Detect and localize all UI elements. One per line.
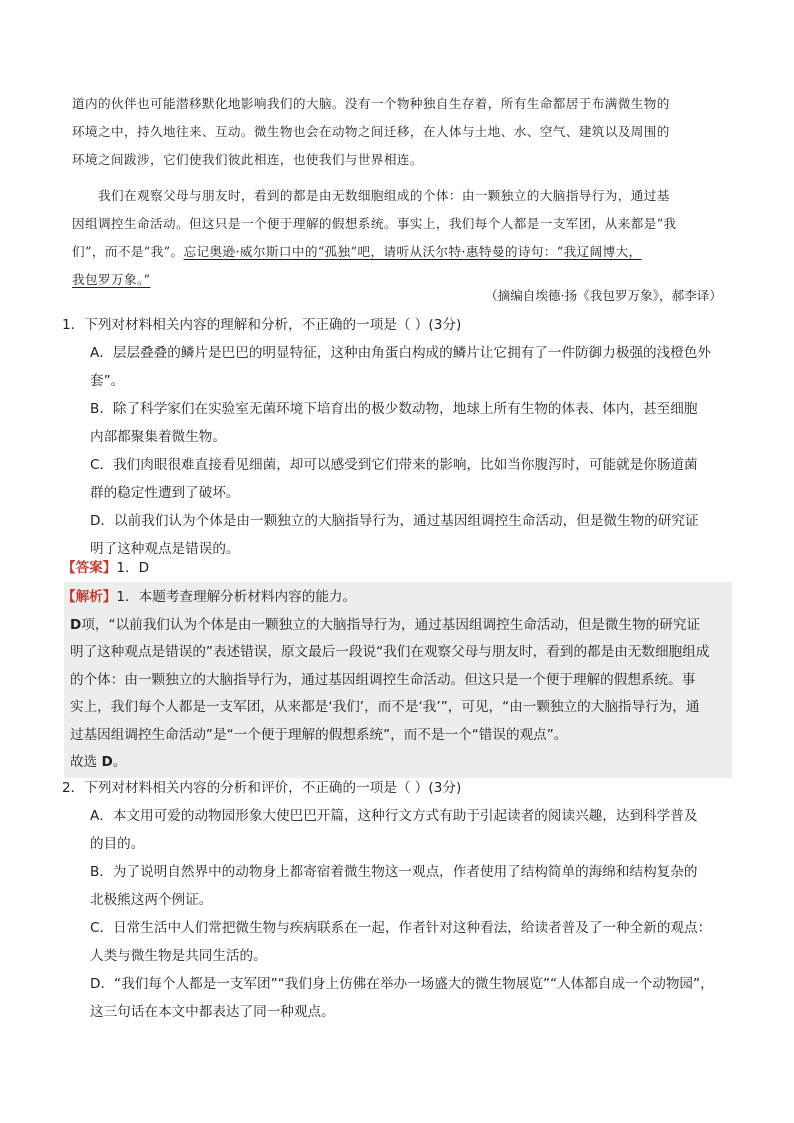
option-c	[62, 914, 732, 970]
option-b	[62, 858, 732, 914]
passage-line: 因组调控生命活动。但这只是一个便于理解的假想系统。事实上，我们每个人都是一支军团，从来都是“我	[72, 216, 677, 231]
option-line: 的目的。	[90, 836, 145, 852]
option-label-d: D	[70, 616, 82, 633]
option-line: 套”。	[90, 373, 125, 389]
conclusion-choice: D	[101, 754, 113, 770]
option-line: D．以前我们认为个体是由一颗独立的大脑指导行为，通过基因组调控生命活动，但是微生物的研究证	[90, 513, 699, 529]
option-a	[62, 802, 732, 858]
option-line: 北极熊这两个例证。	[90, 892, 213, 908]
option-line: 群的稳定性遭到了破坏。	[90, 485, 240, 501]
underlined-quote: 我包罗万象。”	[72, 272, 151, 287]
option-line: 明了这种观点是错误的。	[90, 541, 240, 557]
analysis-block	[62, 584, 730, 777]
option-d	[62, 970, 732, 1026]
analysis-intro: 1．本题考查理解分析材料内容的能力。	[116, 589, 357, 605]
answer-tag: 【答案】	[62, 560, 117, 576]
option-line: 内部都聚集着微生物。	[90, 429, 226, 445]
passage-line	[72, 238, 722, 266]
option-line: C．我们肉眼很难直接看见细菌，却可以感受到它们带来的影响，比如当你腹泻时，可能就是你肠道菌	[90, 457, 698, 473]
answer-block	[62, 554, 732, 582]
question-2	[62, 774, 732, 1026]
option-line: 人类与微生物是共同生活的。	[90, 948, 267, 964]
source-citation: （摘编自埃德·扬《我包罗万象》，郝李译）	[485, 288, 722, 303]
analysis-line: 实上，我们每个人都是一支军团，从来都是‘我们’，而不是‘我’”，可见，“由一颗独立的大脑指导行为，通	[70, 699, 700, 715]
option-a	[62, 339, 732, 395]
passage-line: 道内的伙伴也可能潜移默化地影响我们的大脑。没有一个物种独自生存着，所有生命都居于布满微生物的	[72, 96, 670, 111]
option-line: A．层层叠叠的鳞片是巴巴的明显特征，这种由角蛋白构成的鳞片让它拥有了一件防御力极强的浅橙色外	[90, 345, 712, 361]
question-stem: 2．下列对材料相关内容的分析和评价，不正确的一项是（ ）(3分)	[62, 780, 462, 796]
passage-line: 环境之间跋涉，它们使我们彼此相连，也使我们与世界相连。	[72, 152, 423, 167]
option-line: B．除了科学家们在实验室无菌环境下培育出的极少数动物，地球上所有生物的体表、体内，甚至细胞	[90, 401, 698, 417]
passage-line: 我们在观察父母与朋友时，看到的都是由无数细胞组成的个体：由一颗独立的大脑指导行为，通过基	[98, 188, 670, 203]
option-line: D．“我们每个人都是一支军团”“我们身上仿佛在举办一场盛大的微生物展览”“人体都自成一个动物园”，	[90, 976, 714, 992]
analysis-line: 过基因组调控生命活动”是“一个便于理解的假想系统”，而不是一个“错误的观点”。	[70, 726, 568, 743]
analysis-line: 的个体：由一颗独立的大脑指导行为，通过基因组调控生命活动。但这只是一个便于理解的假想系统。事	[70, 671, 696, 688]
passage-text	[72, 90, 722, 294]
analysis-line: 项，“以前我们认为个体是由一颗独立的大脑指导行为，通过基因组调控生命活动，但是微生物的研究证	[81, 616, 701, 633]
option-line: C．日常生活中人们常把微生物与疾病联系在一起，作者针对这种看法，给读者普及了一种全新的观点：	[90, 920, 712, 936]
option-line: B．为了说明自然界中的动物身上都寄宿着微生物这一观点，作者使用了结构简单的海绵和结构复杂的	[90, 864, 698, 880]
question-1	[62, 311, 732, 563]
analysis-tag: 【解析】	[62, 589, 117, 605]
underlined-quote: 忘记奥逊·威尔斯口中的“孤独”吧，请听从沃尔特·惠特曼的诗句：“我辽阔博大，	[183, 244, 642, 259]
answer-text: 1．D	[116, 560, 150, 576]
analysis-line: 明了这种观点是错误的”表述错误，原文最后一段说“我们在观察父母与朋友时，看到的都是由无数细胞组成	[70, 644, 710, 660]
analysis-conclusion: 故选 D。	[70, 754, 127, 770]
question-stem: 1．下列对材料相关内容的理解和分析，不正确的一项是（ ）(3分)	[62, 317, 462, 333]
option-line: 这三句话在本文中都表达了同一种观点。	[90, 1004, 335, 1020]
passage-text-segment: 们”，而不是“我”。	[72, 244, 184, 259]
passage-line: 环境之中，持久地往来、互动。微生物也会在动物之间迁移，在人体与土地、水、空气、建筑以及周围的	[72, 124, 670, 139]
option-b	[62, 395, 732, 451]
option-line: A．本文用可爱的动物园形象大使巴巴开篇，这种行文方式有助于引起读者的阅读兴趣，达到科学普及	[90, 808, 698, 824]
option-c	[62, 451, 732, 507]
